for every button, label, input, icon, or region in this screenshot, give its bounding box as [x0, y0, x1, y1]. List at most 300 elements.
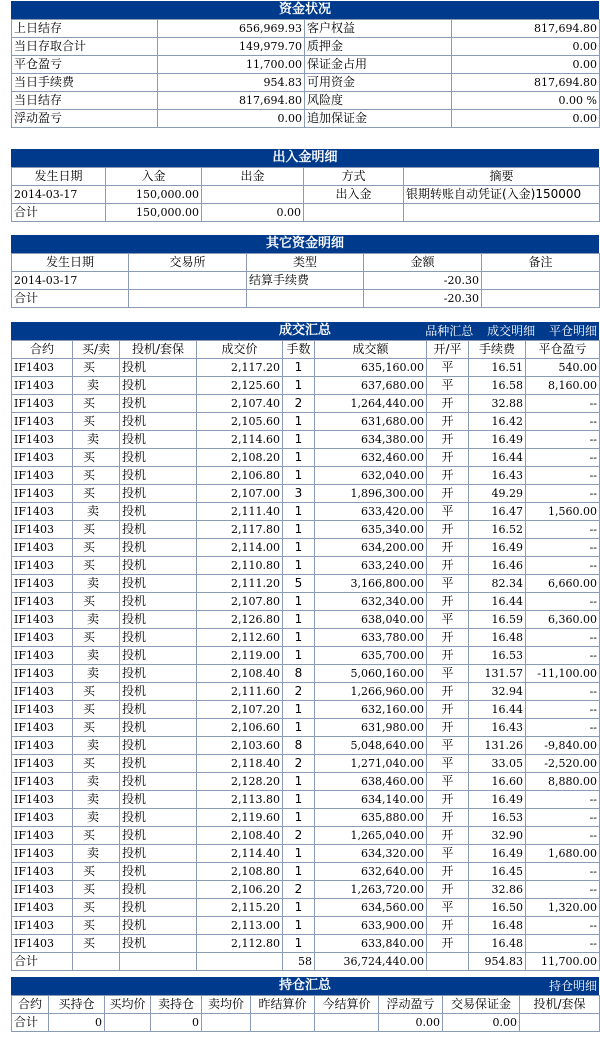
table-row	[12, 863, 600, 881]
trades-cell: 1	[283, 629, 315, 647]
trades-cell: 2,108.40	[197, 827, 283, 845]
trades-cell: 平	[427, 755, 469, 773]
trades-cell: 投机	[120, 809, 197, 827]
trades-cell: 633,780.00	[315, 629, 427, 647]
other-cell: -20.30	[364, 272, 482, 290]
trades-cell: 卖	[73, 737, 120, 755]
trades-header-1: 买/卖	[73, 341, 120, 359]
trades-cell: 开	[427, 917, 469, 935]
trades-cell: 投机	[120, 611, 197, 629]
trades-cell: IF1403	[12, 611, 73, 629]
trades-cell: 2,108.40	[197, 665, 283, 683]
trades-cell: 2,111.60	[197, 683, 283, 701]
trades-cell: 2,118.40	[197, 755, 283, 773]
trades-cell: 32.90	[469, 827, 526, 845]
table-row	[12, 467, 600, 485]
trades-cell: 投机	[120, 701, 197, 719]
trades-cell: IF1403	[12, 935, 73, 953]
trades-cell: IF1403	[12, 881, 73, 899]
table-row	[12, 110, 600, 128]
funds-cell: 风险度	[305, 92, 452, 110]
trades-cell: 2,119.00	[197, 647, 283, 665]
trades-cell: 16.44	[469, 449, 526, 467]
trades-cell: 632,160.00	[315, 701, 427, 719]
trades-cell: IF1403	[12, 413, 73, 431]
trades-cell: 1	[283, 557, 315, 575]
trades-cell: 平	[427, 773, 469, 791]
trades-cell: 8,160.00	[526, 377, 600, 395]
table-row	[12, 611, 600, 629]
positions-cell: 0	[49, 1014, 105, 1032]
trades-cell: 投机	[120, 737, 197, 755]
trades-cell: 2,117.80	[197, 521, 283, 539]
other-cell	[482, 290, 600, 308]
inout-table	[11, 167, 600, 222]
trades-title: 成交汇总 品种汇总 成交明细 平仓明细	[11, 322, 599, 340]
trades-cell: 平	[427, 737, 469, 755]
positions-header-3: 卖持仓	[151, 996, 202, 1014]
trades-cell: 开	[427, 647, 469, 665]
trades-cell: 开	[427, 449, 469, 467]
trades-cell: 买	[73, 521, 120, 539]
trades-cell: IF1403	[12, 755, 73, 773]
table-row	[12, 935, 600, 953]
trades-cell: 卖	[73, 575, 120, 593]
other-header-row	[12, 254, 600, 272]
inout-header-0: 发生日期	[12, 168, 106, 186]
trades-cell: 634,320.00	[315, 845, 427, 863]
trades-cell: 合计	[12, 953, 73, 971]
table-row	[12, 539, 600, 557]
positions-cell	[520, 1014, 600, 1032]
trades-cell	[427, 953, 469, 971]
trades-cell: 投机	[120, 377, 197, 395]
trades-cell: 1	[283, 899, 315, 917]
other-cell: 结算手续费	[247, 272, 364, 290]
trades-header-0: 合约	[12, 341, 73, 359]
trades-cell: 开	[427, 701, 469, 719]
trades-cell: 投机	[120, 539, 197, 557]
trades-cell: IF1403	[12, 449, 73, 467]
trades-cell: 5,060,160.00	[315, 665, 427, 683]
table-row	[12, 575, 600, 593]
trades-cell: 投机	[120, 791, 197, 809]
trades-cell: 635,880.00	[315, 809, 427, 827]
table-row	[12, 845, 600, 863]
positions-header-2: 买均价	[105, 996, 151, 1014]
trades-cell: 开	[427, 395, 469, 413]
trades-cell: 16.51	[469, 359, 526, 377]
trades-cell: 16.49	[469, 431, 526, 449]
trades-cell: 1	[283, 467, 315, 485]
table-row	[12, 647, 600, 665]
trades-cell: 16.53	[469, 647, 526, 665]
table-row	[12, 56, 600, 74]
trades-cell: 买	[73, 719, 120, 737]
trades-cell: 卖	[73, 377, 120, 395]
trades-cell: 954.83	[469, 953, 526, 971]
trades-cell: 1	[283, 809, 315, 827]
link-position-detail[interactable]: 持仓明细	[548, 979, 597, 993]
trades-cell: 投机	[120, 593, 197, 611]
link-close-detail[interactable]: 平仓明细	[548, 324, 597, 338]
trades-cell: 2,125.60	[197, 377, 283, 395]
positions-header-6: 今结算价	[315, 996, 379, 1014]
trades-header-5: 成交额	[315, 341, 427, 359]
trades-cell: 投机	[120, 485, 197, 503]
trades-cell: 开	[427, 539, 469, 557]
positions-title: 持仓汇总 持仓明细	[11, 977, 599, 995]
trades-cell: 1,560.00	[526, 503, 600, 521]
trades-cell: IF1403	[12, 719, 73, 737]
positions-header-1: 买持仓	[49, 996, 105, 1014]
trades-cell: 1	[283, 701, 315, 719]
inout-header-3: 方式	[304, 168, 404, 186]
funds-cell: 上日结存	[12, 20, 158, 38]
funds-cell: 浮动盈亏	[12, 110, 158, 128]
trades-cell: IF1403	[12, 791, 73, 809]
trades-cell: 开	[427, 467, 469, 485]
trades-cell: 631,680.00	[315, 413, 427, 431]
trades-cell: 16.49	[469, 845, 526, 863]
positions-links	[539, 977, 597, 995]
table-row	[12, 809, 600, 827]
trades-cell: 16.52	[469, 521, 526, 539]
table-row	[12, 719, 600, 737]
trades-cell: 1,320.00	[526, 899, 600, 917]
other-title: 其它资金明细	[11, 235, 599, 253]
table-row	[12, 773, 600, 791]
trades-cell: 买	[73, 899, 120, 917]
trades-cell: --	[526, 935, 600, 953]
total-row	[12, 290, 600, 308]
trades-cell: 633,900.00	[315, 917, 427, 935]
inout-header-4: 摘要	[404, 168, 600, 186]
trades-cell: 16.48	[469, 935, 526, 953]
trades-cell: 638,460.00	[315, 773, 427, 791]
trades-cell: --	[526, 647, 600, 665]
trades-cell: IF1403	[12, 503, 73, 521]
trades-cell: --	[526, 809, 600, 827]
trades-cell: --	[526, 395, 600, 413]
trades-cell: 卖	[73, 647, 120, 665]
trades-cell: 32.94	[469, 683, 526, 701]
trades-cell: 投机	[120, 863, 197, 881]
trades-cell: 2,114.00	[197, 539, 283, 557]
trades-header-6: 开/平	[427, 341, 469, 359]
trades-cell: 1	[283, 611, 315, 629]
trades-cell: 平	[427, 503, 469, 521]
trades-cell: 1	[283, 377, 315, 395]
trades-cell: 开	[427, 809, 469, 827]
trades-cell: 投机	[120, 629, 197, 647]
trades-cell: 2	[283, 395, 315, 413]
funds-cell: 11,700.00	[158, 56, 305, 74]
funds-cell: 0.00	[452, 110, 600, 128]
trades-cell: 16.45	[469, 863, 526, 881]
trades-cell: --	[526, 791, 600, 809]
table-row	[12, 557, 600, 575]
trades-cell: 16.43	[469, 719, 526, 737]
trades-cell: 投机	[120, 575, 197, 593]
trades-cell: 635,340.00	[315, 521, 427, 539]
trades-cell: 投机	[120, 431, 197, 449]
trades-cell: 投机	[120, 827, 197, 845]
positions-cell	[315, 1014, 379, 1032]
trades-cell: 平	[427, 575, 469, 593]
trades-cell: IF1403	[12, 467, 73, 485]
trades-cell: 1,264,440.00	[315, 395, 427, 413]
trades-cell: 买	[73, 917, 120, 935]
trades-cell: 投机	[120, 503, 197, 521]
trades-cell: 开	[427, 413, 469, 431]
trades-cell: 买	[73, 701, 120, 719]
trades-cell: 16.48	[469, 917, 526, 935]
trades-cell: 2	[283, 881, 315, 899]
trades-cell: 5,048,640.00	[315, 737, 427, 755]
trades-cell: 买	[73, 359, 120, 377]
positions-section	[11, 977, 599, 1032]
positions-cell: 0.00	[379, 1014, 443, 1032]
trades-cell: 开	[427, 485, 469, 503]
trades-cell: 开	[427, 719, 469, 737]
trades-cell: 2,128.20	[197, 773, 283, 791]
trades-cell: 16.43	[469, 467, 526, 485]
trades-cell: 58	[283, 953, 315, 971]
table-row	[12, 74, 600, 92]
trades-cell: 买	[73, 539, 120, 557]
trades-cell: 1	[283, 647, 315, 665]
trades-header-2: 投机/套保	[120, 341, 197, 359]
trades-cell: 16.46	[469, 557, 526, 575]
trades-cell: 开	[427, 629, 469, 647]
table-row	[12, 272, 600, 290]
trades-cell: 16.44	[469, 701, 526, 719]
positions-cell: 0	[151, 1014, 202, 1032]
trades-cell: -11,100.00	[526, 665, 600, 683]
other-header-0: 发生日期	[12, 254, 129, 272]
trades-cell: 1	[283, 359, 315, 377]
trades-cell: 2,117.20	[197, 359, 283, 377]
inout-cell: 合计	[12, 204, 106, 222]
positions-header-0: 合约	[12, 996, 49, 1014]
inout-header-row	[12, 168, 600, 186]
trades-cell: IF1403	[12, 359, 73, 377]
table-row	[12, 521, 600, 539]
table-row	[12, 377, 600, 395]
trades-cell: 卖	[73, 665, 120, 683]
table-row	[12, 827, 600, 845]
trades-cell: 2,108.20	[197, 449, 283, 467]
trades-cell: 16.49	[469, 791, 526, 809]
table-row	[12, 755, 600, 773]
trades-header-7: 手续费	[469, 341, 526, 359]
inout-section	[11, 149, 599, 222]
trades-cell: 1	[283, 791, 315, 809]
trades-cell: 1,265,040.00	[315, 827, 427, 845]
trades-cell: --	[526, 467, 600, 485]
trades-cell: 633,840.00	[315, 935, 427, 953]
trades-cell: IF1403	[12, 377, 73, 395]
trades-cell: IF1403	[12, 683, 73, 701]
trades-header-8: 平仓盈亏	[526, 341, 600, 359]
trades-cell: 16.47	[469, 503, 526, 521]
other-section	[11, 235, 599, 308]
trades-header-4: 手数	[283, 341, 315, 359]
trades-cell: 131.26	[469, 737, 526, 755]
trades-cell	[120, 953, 197, 971]
inout-cell	[304, 204, 404, 222]
table-row	[12, 395, 600, 413]
trades-header-row	[12, 341, 600, 359]
trades-cell: 投机	[120, 917, 197, 935]
other-header-3: 金额	[364, 254, 482, 272]
funds-cell: 149,979.70	[158, 38, 305, 56]
trades-table	[11, 340, 600, 971]
trades-cell: 投机	[120, 899, 197, 917]
positions-header-9: 投机/套保	[520, 996, 600, 1014]
trades-cell: 634,140.00	[315, 791, 427, 809]
trades-cell: 1	[283, 917, 315, 935]
trades-cell: 卖	[73, 845, 120, 863]
trades-cell: 1	[283, 773, 315, 791]
trades-cell: 买	[73, 935, 120, 953]
trades-cell: 平	[427, 665, 469, 683]
trades-cell: 634,560.00	[315, 899, 427, 917]
funds-cell: 817,694.80	[452, 74, 600, 92]
trades-cell: 1	[283, 503, 315, 521]
other-header-2: 类型	[247, 254, 364, 272]
trades-cell: --	[526, 629, 600, 647]
other-cell	[247, 290, 364, 308]
trades-cell: 开	[427, 827, 469, 845]
other-cell: 2014-03-17	[12, 272, 129, 290]
trades-cell: 2,108.80	[197, 863, 283, 881]
trades-cell: 买	[73, 593, 120, 611]
trades-cell: 开	[427, 881, 469, 899]
trades-cell: IF1403	[12, 665, 73, 683]
trades-cell: 2,112.80	[197, 935, 283, 953]
positions-header-7: 浮动盈亏	[379, 996, 443, 1014]
trades-cell: 2,114.60	[197, 431, 283, 449]
trades-cell: 2	[283, 755, 315, 773]
trades-cell: 平	[427, 359, 469, 377]
trades-cell: 投机	[120, 467, 197, 485]
funds-section	[11, 1, 599, 128]
trades-cell: --	[526, 827, 600, 845]
trades-cell: --	[526, 917, 600, 935]
funds-cell: 平仓盈亏	[12, 56, 158, 74]
trades-cell: --	[526, 521, 600, 539]
link-trade-detail[interactable]: 成交明细	[487, 324, 536, 338]
positions-header-4: 卖均价	[202, 996, 251, 1014]
trades-cell: 1	[283, 449, 315, 467]
trades-cell: 2,112.60	[197, 629, 283, 647]
trades-cell: IF1403	[12, 773, 73, 791]
table-row	[12, 701, 600, 719]
trades-links	[415, 322, 597, 340]
trades-cell: 买	[73, 413, 120, 431]
trades-cell: 633,420.00	[315, 503, 427, 521]
trades-cell: 2,103.60	[197, 737, 283, 755]
trades-cell: 11,700.00	[526, 953, 600, 971]
trades-cell: 632,040.00	[315, 467, 427, 485]
trades-cell: --	[526, 431, 600, 449]
trades-cell: --	[526, 719, 600, 737]
link-variety-summary[interactable]: 品种汇总	[425, 324, 474, 338]
trades-cell: 2,106.20	[197, 881, 283, 899]
other-cell: 合计	[12, 290, 129, 308]
trades-cell: 买	[73, 449, 120, 467]
trades-cell: 买	[73, 467, 120, 485]
trades-cell: 买	[73, 881, 120, 899]
funds-cell: 客户权益	[305, 20, 452, 38]
trades-cell: 开	[427, 593, 469, 611]
funds-cell: 追加保证金	[305, 110, 452, 128]
inout-cell: 银期转账自动凭证(入金)150000	[404, 186, 600, 204]
trades-cell: IF1403	[12, 827, 73, 845]
trades-cell: 开	[427, 557, 469, 575]
trades-cell: 卖	[73, 431, 120, 449]
trades-cell: 投机	[120, 413, 197, 431]
total-row	[12, 204, 600, 222]
other-header-4: 备注	[482, 254, 600, 272]
table-row	[12, 665, 600, 683]
funds-cell: 0.00	[452, 56, 600, 74]
funds-cell: 当日存取合计	[12, 38, 158, 56]
trades-cell: 634,380.00	[315, 431, 427, 449]
positions-cell	[202, 1014, 251, 1032]
trades-cell: 买	[73, 755, 120, 773]
trades-cell: --	[526, 413, 600, 431]
trades-cell: 投机	[120, 521, 197, 539]
table-row	[12, 737, 600, 755]
trades-cell: IF1403	[12, 593, 73, 611]
trades-cell: 平	[427, 377, 469, 395]
trades-cell: 3	[283, 485, 315, 503]
inout-cell	[202, 186, 304, 204]
trades-cell: 投机	[120, 881, 197, 899]
inout-header-1: 入金	[106, 168, 202, 186]
trades-cell: IF1403	[12, 539, 73, 557]
trades-cell: --	[526, 593, 600, 611]
positions-cell: 0.00	[443, 1014, 520, 1032]
trades-cell: 1,266,960.00	[315, 683, 427, 701]
trades-cell: IF1403	[12, 431, 73, 449]
table-row	[12, 413, 600, 431]
trades-cell: --	[526, 539, 600, 557]
funds-cell: 当日结存	[12, 92, 158, 110]
trades-cell: 开	[427, 521, 469, 539]
other-header-1: 交易所	[129, 254, 247, 272]
funds-cell: 656,969.93	[158, 20, 305, 38]
trades-cell: 638,040.00	[315, 611, 427, 629]
trades-cell: 1	[283, 431, 315, 449]
trades-cell: 买	[73, 827, 120, 845]
trades-cell: -2,520.00	[526, 755, 600, 773]
trades-cell: 16.60	[469, 773, 526, 791]
trades-cell: IF1403	[12, 701, 73, 719]
trades-cell: 634,200.00	[315, 539, 427, 557]
trades-cell: 2,113.80	[197, 791, 283, 809]
table-row	[12, 38, 600, 56]
trades-cell: 1	[283, 719, 315, 737]
trades-cell: --	[526, 881, 600, 899]
table-row	[12, 881, 600, 899]
trades-cell: 2,107.80	[197, 593, 283, 611]
trades-cell: 投机	[120, 647, 197, 665]
trades-cell: 2,106.80	[197, 467, 283, 485]
